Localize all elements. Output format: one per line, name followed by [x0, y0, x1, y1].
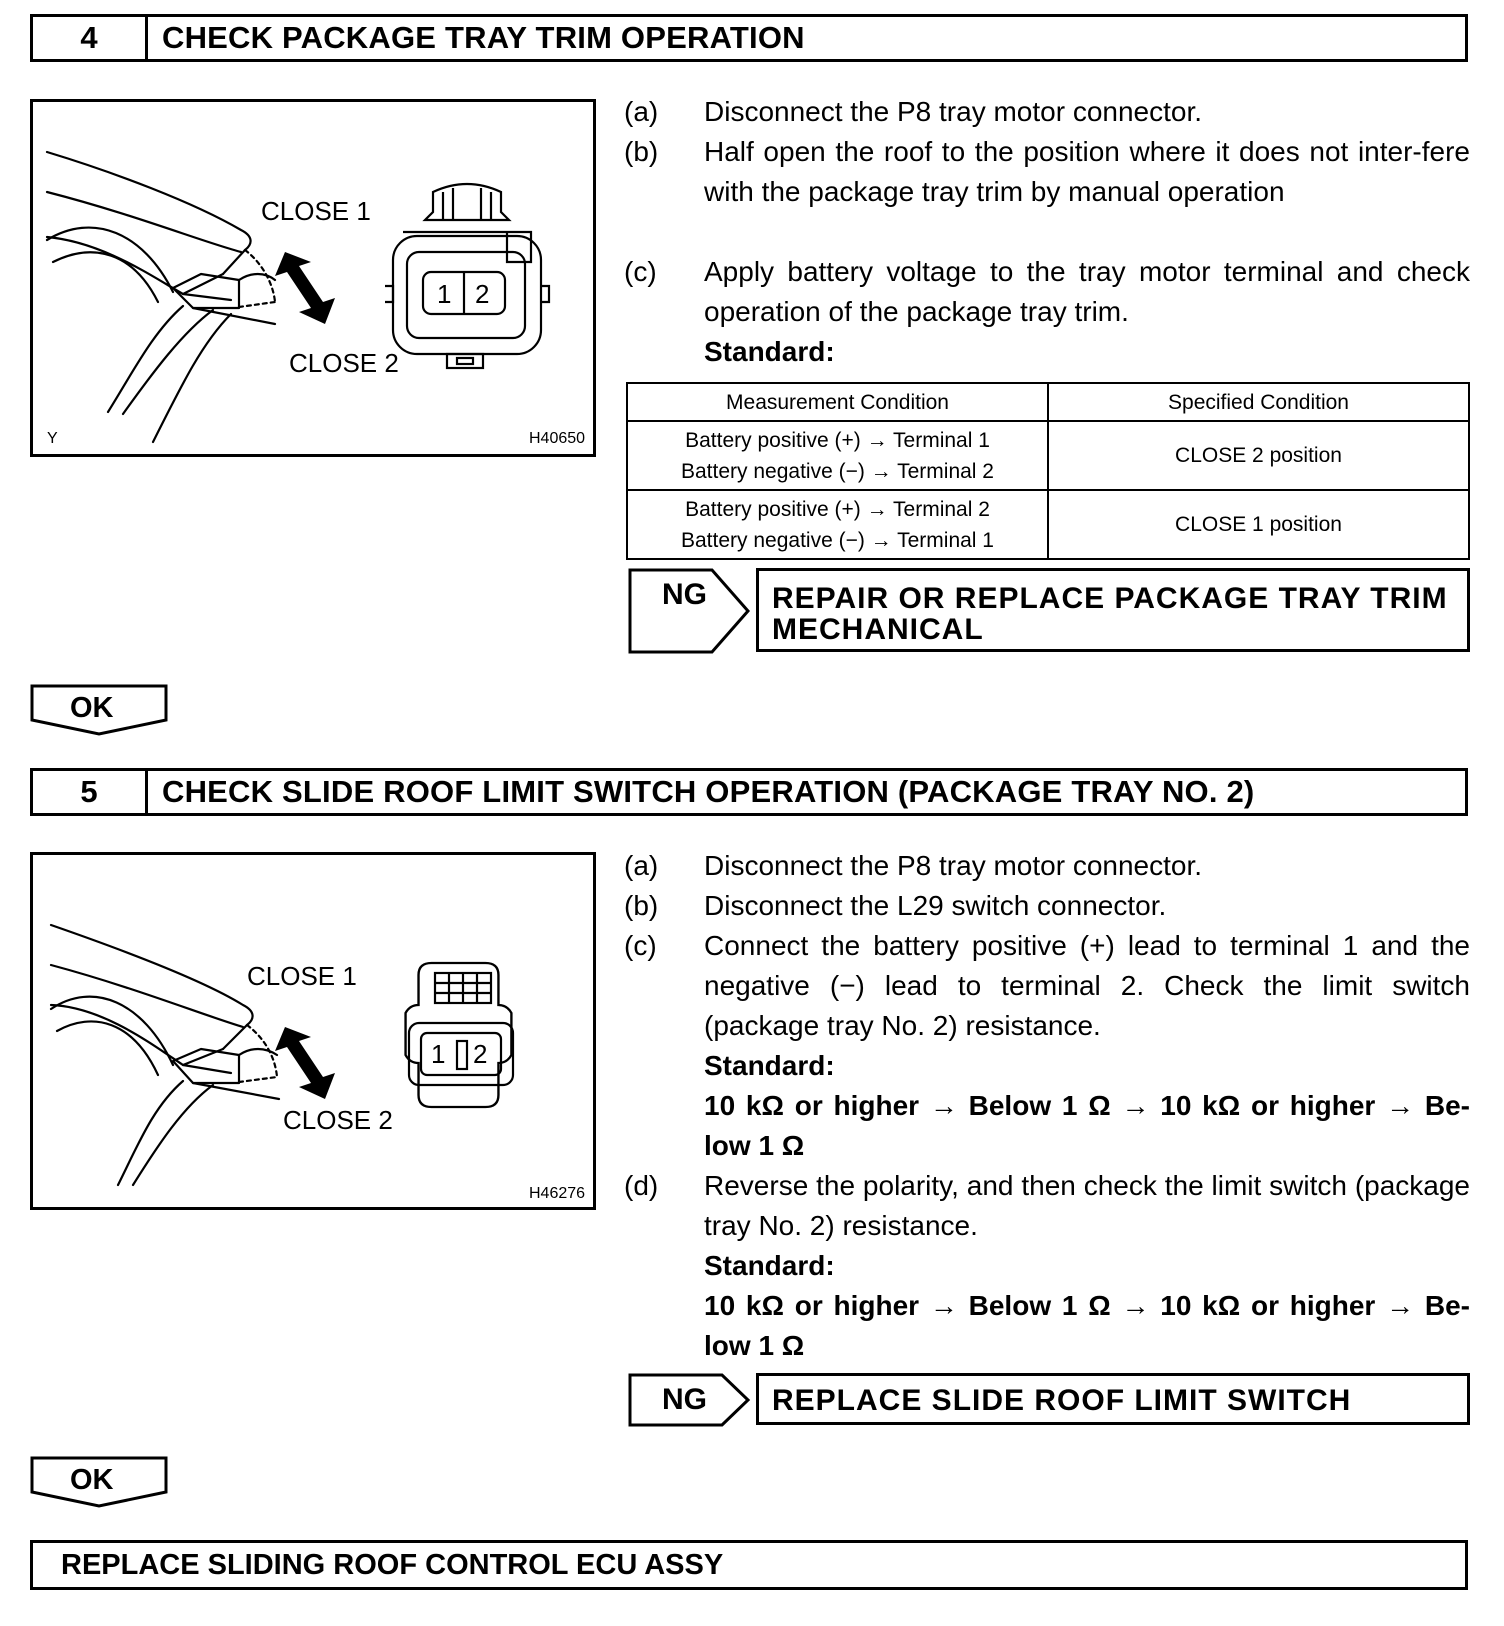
table-row	[627, 421, 1469, 490]
step-4-header	[30, 14, 1468, 62]
table-header: Measurement Condition	[627, 383, 1048, 421]
close-1-label: CLOSE 1	[261, 196, 371, 226]
ng-arrow	[628, 568, 752, 659]
table-cell	[627, 421, 1048, 490]
table-header-row	[627, 383, 1469, 421]
item-text: Half open the roof to the position where it does not inter-fere with the package tray trim by manual operation	[704, 136, 1470, 207]
item-text: Disconnect the L29 switch connector.	[704, 890, 1167, 921]
standard-label: Standard:	[704, 1050, 835, 1081]
standard-heading-row	[624, 332, 1470, 372]
ng-action-box	[756, 568, 1470, 652]
terminal-2-label: 2	[473, 1039, 488, 1069]
terminal-1-label: 1	[437, 279, 452, 309]
ng-action-line: MECHANICAL	[772, 613, 984, 646]
item-letter: (c)	[624, 930, 657, 961]
standard-value: 10 kΩ or higher → Below 1 Ω → 10 kΩ or higher → Be-low 1 Ω	[704, 1090, 1471, 1161]
instruction-item	[624, 886, 1470, 926]
table-cell	[627, 490, 1048, 559]
item-letter: (a)	[624, 96, 659, 127]
table-row	[627, 490, 1469, 559]
item-text: Disconnect the P8 tray motor connector.	[704, 96, 1203, 127]
instruction-item	[624, 132, 1470, 212]
instruction-item	[624, 846, 1470, 886]
tray-roof-diagram	[33, 102, 593, 454]
step-5-header	[30, 768, 1468, 816]
instruction-item	[624, 252, 1470, 332]
standard-label: Standard:	[704, 1250, 835, 1281]
step-5-instructions	[624, 846, 1470, 1366]
ok-label: OK	[70, 692, 114, 724]
close-2-label: CLOSE 2	[289, 348, 399, 378]
item-letter: (b)	[624, 136, 659, 167]
item-letter: (a)	[624, 850, 659, 881]
item-letter: (d)	[624, 1170, 659, 1201]
table-cell: CLOSE 1 position	[1048, 490, 1469, 559]
item-body	[704, 1166, 1470, 1366]
ok-tab	[30, 684, 168, 741]
close-1-label: CLOSE 1	[247, 961, 357, 991]
item-text: Disconnect the P8 tray motor connector.	[704, 850, 1203, 881]
limit-switch-diagram	[33, 855, 593, 1207]
item-body	[704, 926, 1470, 1166]
item-letter: (c)	[624, 256, 657, 287]
ng-action-line: REPAIR OR REPLACE PACKAGE TRAY TRIM	[772, 582, 1448, 615]
tray-trim-illustration	[30, 99, 596, 457]
step-title: CHECK SLIDE ROOF LIMIT SWITCH OPERATION (PACKAGE TRAY NO. 2)	[162, 774, 1255, 809]
step-4-instructions	[624, 92, 1470, 372]
figure-code: H40650	[529, 430, 586, 447]
table-cell: CLOSE 2 position	[1048, 421, 1469, 490]
ng-label: NG	[662, 578, 707, 611]
terminal-1-label: 1	[431, 1039, 446, 1069]
terminal-2-label: 2	[475, 279, 490, 309]
close-2-label: CLOSE 2	[283, 1105, 393, 1135]
ng-label: NG	[662, 1383, 707, 1416]
condition-line: Battery positive (+) → Terminal 2	[685, 497, 990, 521]
condition-line: Battery negative (−) → Terminal 2	[680, 459, 994, 483]
limit-switch-illustration	[30, 852, 596, 1210]
step-number: 5	[33, 771, 148, 813]
figure-corner-mark: Y	[47, 430, 58, 447]
instruction-item	[624, 92, 1470, 132]
step-title: CHECK PACKAGE TRAY TRIM OPERATION	[162, 20, 805, 55]
item-text: Apply battery voltage to the tray motor terminal and check operation of the package tray trim.	[704, 256, 1470, 327]
step-number: 4	[33, 17, 148, 59]
ok-label: OK	[70, 1464, 114, 1496]
item-letter: (b)	[624, 890, 659, 921]
instruction-item	[624, 1166, 1470, 1366]
final-action-bar: REPLACE SLIDING ROOF CONTROL ECU ASSY	[30, 1540, 1468, 1590]
standard-value: 10 kΩ or higher → Below 1 Ω → 10 kΩ or higher → Be-low 1 Ω	[704, 1290, 1471, 1361]
condition-line: Battery negative (−) → Terminal 1	[680, 528, 994, 552]
standard-label: Standard:	[704, 336, 835, 367]
ng-arrow	[628, 1373, 752, 1432]
table-header: Specified Condition	[1048, 383, 1469, 421]
instruction-item	[624, 926, 1470, 1166]
item-text: Connect the battery positive (+) lead to terminal 1 and the negative (−) lead to terminal 2. Check the limit switch (package tray No. 2) resistance.	[704, 930, 1470, 1041]
figure-code: H46276	[529, 1185, 586, 1202]
ok-tab	[30, 1456, 168, 1513]
item-text: Reverse the polarity, and then check the limit switch (package tray No. 2) resistance.	[704, 1170, 1470, 1241]
spec-table	[626, 382, 1470, 560]
ng-action-box: REPLACE SLIDE ROOF LIMIT SWITCH	[756, 1373, 1470, 1425]
condition-line: Battery positive (+) → Terminal 1	[685, 428, 990, 452]
